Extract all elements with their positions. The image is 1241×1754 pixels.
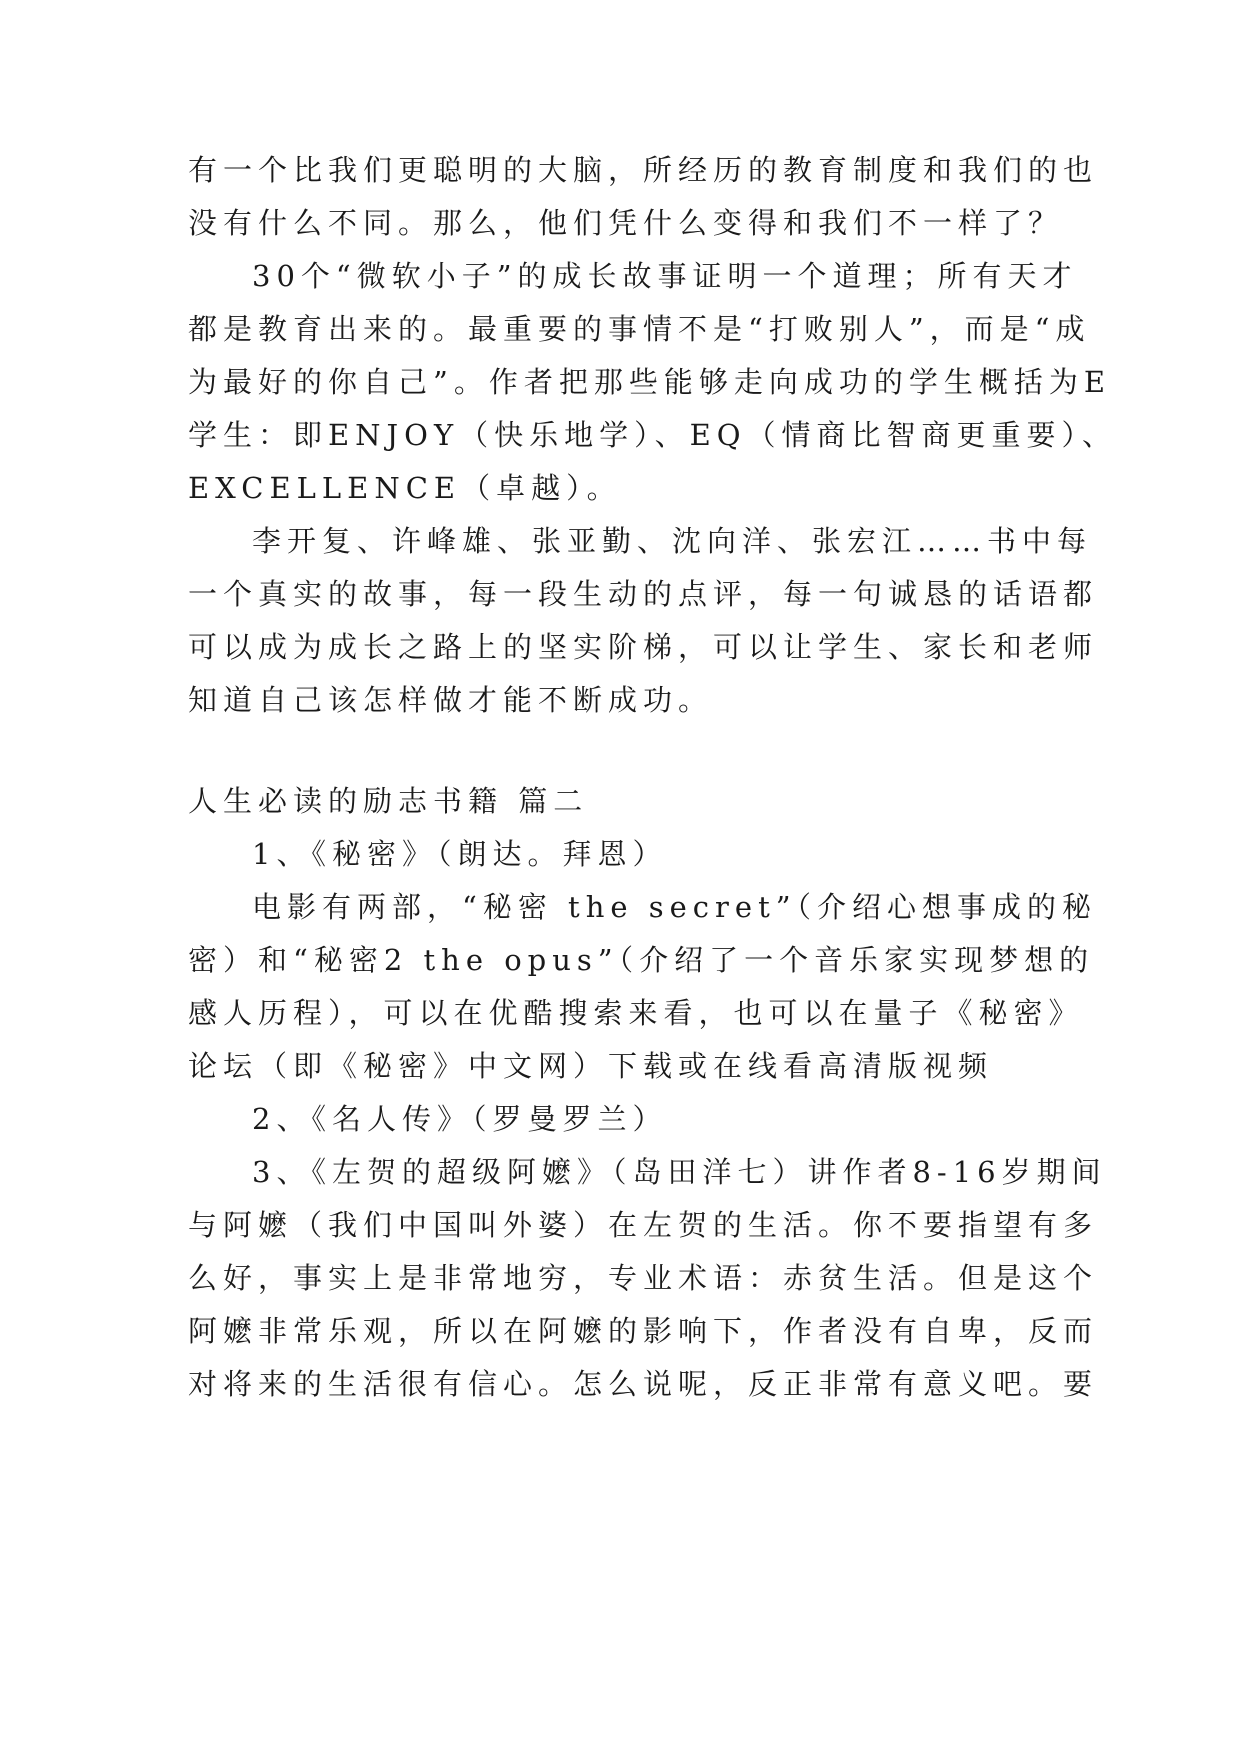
paragraph-line: 感人历程），可以在优酷搜索来看，也可以在量子《秘密》 <box>188 996 1084 1030</box>
paragraph-line: 30个“微软小子”的成长故事证明一个道理；所有天才 <box>252 259 1078 293</box>
list-item: 3、《左贺的超级阿嬷》（岛田洋七）讲作者8-16岁期间 <box>252 1155 1107 1189</box>
paragraph-line: 为最好的你自己”。作者把那些能够走向成功的学生概括为E <box>188 365 1111 399</box>
section-heading: 人生必读的励志书籍 篇二 <box>188 784 589 818</box>
list-item: 2、《名人传》（罗曼罗兰） <box>252 1102 668 1136</box>
paragraph-line: EXCELLENCE（卓越）。 <box>188 471 622 505</box>
paragraph-line: 没有什么不同。那么，他们凭什么变得和我们不一样了？ <box>188 206 1064 240</box>
paragraph-line: 都是教育出来的。最重要的事情不是“打败别人”，而是“成 <box>188 312 1091 346</box>
paragraph-line: 一个真实的故事，每一段生动的点评，每一句诚恳的话语都 <box>188 577 1099 611</box>
paragraph-line: 知道自己该怎样做才能不断成功。 <box>188 683 714 717</box>
paragraph-line: 李开复、许峰雄、张亚勤、沈向洋、张宏江……书中每 <box>252 524 1093 558</box>
paragraph-line: 电影有两部，“秘密 the secret”（介绍心想事成的秘 <box>252 890 1098 924</box>
paragraph-line: 对将来的生活很有信心。怎么说呢，反正非常有意义吧。要 <box>188 1367 1099 1401</box>
paragraph-line: 学生：即ENJOY（快乐地学）、EQ（情商比智商更重要）、 <box>188 418 1118 452</box>
paragraph-line: 论坛（即《秘密》中文网）下载或在线看高清版视频 <box>188 1049 994 1083</box>
paragraph-line: 有一个比我们更聪明的大脑，所经历的教育制度和我们的也 <box>188 153 1099 187</box>
paragraph-line: 与阿嬷（我们中国叫外婆）在左贺的生活。你不要指望有多 <box>188 1208 1099 1242</box>
paragraph-line: 阿嬷非常乐观，所以在阿嬷的影响下，作者没有自卑，反而 <box>188 1314 1099 1348</box>
paragraph-line: 密）和“秘密2 the opus”（介绍了一个音乐家实现梦想的 <box>188 943 1095 977</box>
list-item: 1、《秘密》（朗达。拜恩） <box>252 837 668 871</box>
paragraph-line: 可以成为成长之路上的坚实阶梯，可以让学生、家长和老师 <box>188 630 1099 664</box>
paragraph-line: 么好，事实上是非常地穷，专业术语：赤贫生活。但是这个 <box>188 1261 1099 1295</box>
